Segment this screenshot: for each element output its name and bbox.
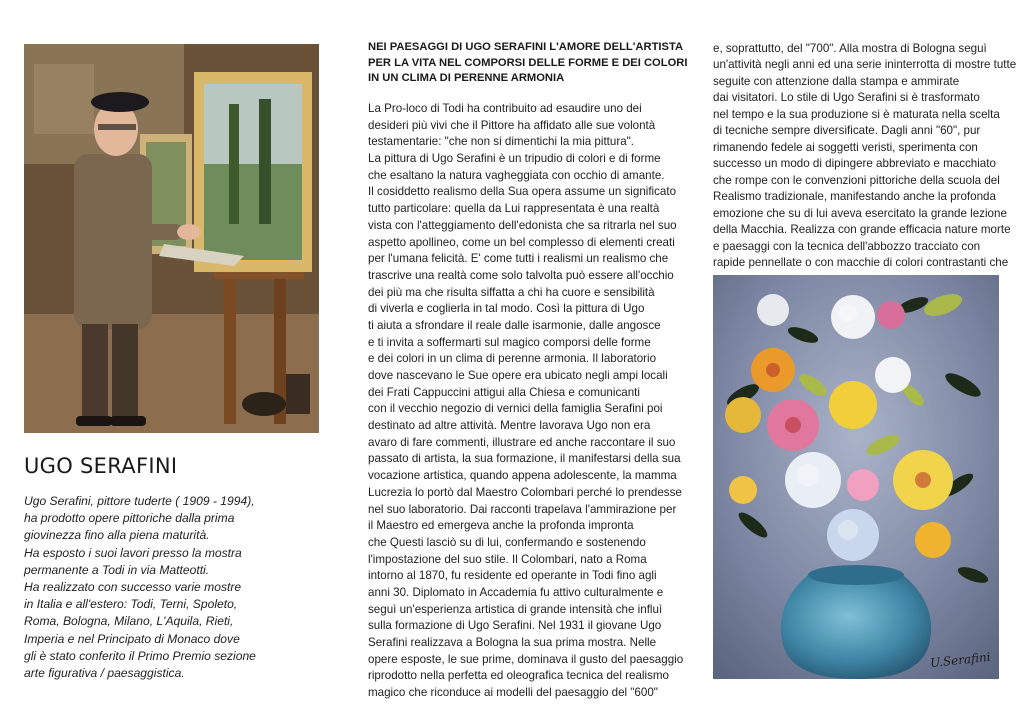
bio-line: Ha realizzato con successo varie mostre	[24, 580, 242, 595]
bio-line: ha prodotto opere pittoriche dalla prima	[24, 511, 235, 526]
article-line: di tecniche sempre diversificate. Dagli anni "60", pur	[713, 124, 981, 138]
article-line: che rompe con le convenzioni pittoriche della scuola del	[713, 173, 1000, 187]
article-line: nel suo laboratorio. Dai racconti trapelava l'ammirazione per	[368, 502, 677, 516]
bio-line: Ha esposto i suoi lavori presso la mostra	[24, 545, 242, 560]
article-line: aspetto apollineo, come un bel complesso di elementi creati	[368, 235, 675, 249]
article-line: dei più ma che risulta siffatta a chi ha cuore e sensibilità	[368, 285, 655, 299]
bio-line: Roma, Bologna, Milano, L'Aquila, Rieti,	[24, 614, 234, 629]
bio-line: arte figurativa / paesaggistica.	[24, 666, 185, 681]
article-line: destinato ad altre attività. Mentre lavorava Ugo non era	[368, 419, 651, 433]
article-line: intorno al 1870, fu residente ed operante in Todi fino agli	[368, 569, 657, 583]
article-line: emozione che su di lui aveva esercitato la grande lezione	[713, 206, 1007, 220]
bio-line: in Italia e all'estero: Todi, Terni, Spoleto,	[24, 597, 238, 612]
article-line: La pittura di Ugo Serafini è un tripudio di colori e di forme	[368, 152, 661, 166]
article-line: nel tempo e la sua produzione si è maturata nella scelta	[713, 107, 1000, 121]
article-line: ti aiuta a sfrondare il reale dalle isarmonie, dalle angosce	[368, 318, 661, 332]
article-line: passato di artista, la sua formazione, il manifestarsi della sua	[368, 452, 681, 466]
article-line: di viverla e coglierla in tal modo. Così la pittura di Ugo	[368, 302, 645, 316]
article-line: sulla formazione di Ugo Serafini. Nel 1931 il giovane Ugo	[368, 619, 662, 633]
article-line: che esaltano la natura vagheggiata con occhio di amante.	[368, 168, 665, 182]
article-line: tutto particolare: quella da Lui rappresentata è una realtà	[368, 202, 660, 216]
bio-line: gli è stato conferito il Primo Premio sezione	[24, 648, 256, 663]
artist-bio	[24, 493, 304, 682]
article-line: e ti invita a soffermarti sul magico comporsi delle forme	[368, 335, 651, 349]
heading-line: NEI PAESAGGI DI UGO SERAFINI L'AMORE DELL'ARTISTA	[368, 41, 684, 53]
article-line: vocazione artistica, quando appena adolescente, la mamma	[368, 469, 677, 483]
article-column-2	[368, 101, 684, 702]
article-line: anni 30. Diplomato in Accademia fu attivo culturalmente e	[368, 585, 664, 599]
article-line: trascrive una realtà come solo talvolta può essere all'occhio	[368, 268, 674, 282]
article-line: rapide pennellate o con macchie di colori contrastanti che	[713, 256, 1009, 270]
article-line: riprodotto nella perfetta ed oleografica tecnica del realismo	[368, 669, 669, 683]
article-line: Il cosiddetto realismo della Sua opera assume un significato	[368, 185, 677, 199]
article-line: e dei colori in un clima di perenne armonia. Il laboratorio	[368, 352, 657, 366]
article-line: Serafini realizzava a Bologna la sua prima mostra. Nelle	[368, 636, 657, 649]
article-line: avaro di fare commenti, illustrare ed anche raccontare il suo	[368, 435, 676, 449]
article-line: l'impostazione del suo stile. Il Colombari, nato a Roma	[368, 552, 647, 566]
article-line: rimanendo fedele ai soggetti veristi, sperimenta con	[713, 140, 978, 154]
article-line: La Pro-loco di Todi ha contribuito ad esaudire uno dei	[368, 102, 642, 115]
bio-line: permanente a Todi in via Matteotti.	[24, 562, 210, 577]
article-line: che Questi lasciò su di lui, confermando e sostenendo	[368, 535, 646, 549]
artist-photo	[24, 44, 319, 433]
bio-line: Ugo Serafini, pittore tuderte ( 1909 - 1994),	[24, 494, 255, 508]
article-line: vista con l'atteggiamento dell'edonista che sa ritrarla nel suo	[368, 218, 677, 232]
article-line: seguì un'esperienza artistica di grande intensità che influì	[368, 602, 663, 616]
artist-name: UGO SERAFINI	[24, 454, 178, 478]
article-line: con il vecchio negozio di vernici della famiglia Serafini poi	[368, 402, 663, 416]
article-line: successo un modo di dipingere abbreviato e macchiato	[713, 157, 996, 171]
article-line: della Macchia. Realizza con grande efficacia nature morte	[713, 223, 1011, 237]
article-line: desideri più vivi che il Pittore ha affidato alle sue volontà	[368, 118, 656, 132]
article-line: magico che riconduce ai modelli del paesaggio del "600"	[368, 686, 658, 700]
article-line: opere esposte, le sue prime, dominava il gusto del paesaggio	[368, 652, 684, 666]
heading-line: PER LA VITA NEL COMPORSI DELLE FORME E DEI COLORI	[368, 56, 688, 69]
bio-line: Imperia e nel Principato di Monaco dove	[24, 631, 240, 646]
article-column-3	[713, 41, 1017, 272]
article-line: seguite con attenzione dalla stampa e ammirate	[713, 74, 960, 88]
heading-line: IN UN CLIMA DI PERENNE ARMONIA	[368, 72, 565, 85]
article-line: Lucrezia lo portò dal Maestro Colombari perché lo prendesse	[368, 485, 682, 499]
article-line: e, soprattutto, del "700". Alla mostra di Bologna seguì	[713, 42, 987, 55]
article-line: il Maestro ed emergeva anche la profonda impronta	[368, 519, 634, 533]
article-line: testamentarie: "che non si dimentichi la mia pittura".	[368, 135, 634, 149]
painting-signature: U.Serafini	[929, 649, 992, 671]
flower-painting	[713, 275, 999, 679]
article-line: Realismo tradizionale, manifestando anche la profonda	[713, 190, 996, 204]
bio-line: giovinezza fino alla piena maturità.	[24, 528, 210, 543]
article-heading	[368, 40, 688, 87]
article-line: e paesaggi con la tecnica dell'abbozzo tracciato con	[713, 239, 981, 253]
article-line: un'attività negli anni ed una serie ininterrotta di mostre tutte	[713, 58, 1017, 72]
article-line: per l'umana felicità. E' come tutti i realismi un realismo che	[368, 252, 669, 266]
article-line: dove nascevano le Sue opere era ubicato negli ampi locali	[368, 369, 668, 382]
article-line: dei Frati Cappuccini attigui alla Chiesa e comunicanti	[368, 385, 640, 399]
article-line: dai visitatori. Lo stile di Ugo Serafini si è trasformato	[713, 91, 980, 105]
